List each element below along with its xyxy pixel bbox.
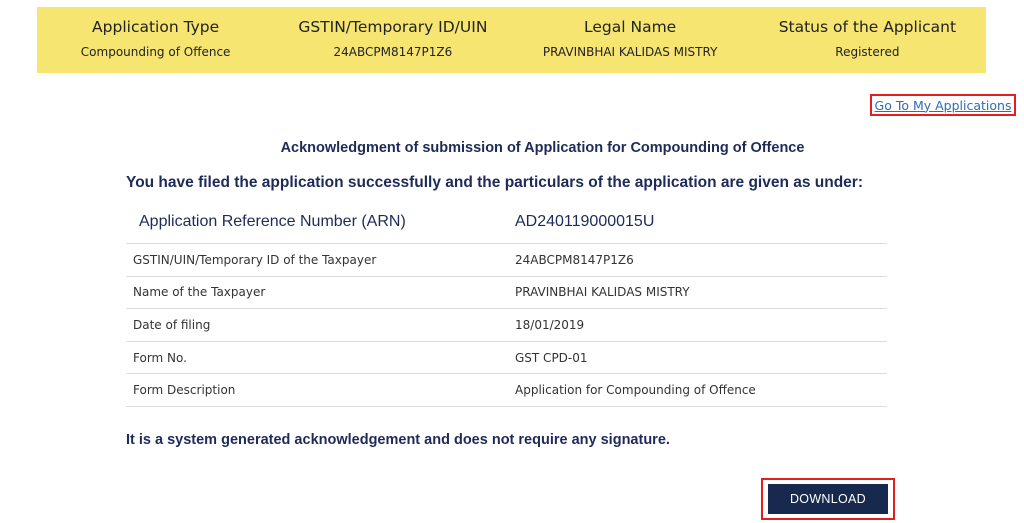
application-details-table — [126, 200, 887, 407]
go-to-applications-highlight — [870, 94, 1016, 116]
gstin-heading: GSTIN/Temporary ID/UIN — [298, 18, 488, 36]
table-row — [126, 244, 887, 277]
table-row — [126, 342, 887, 375]
table-row — [126, 277, 887, 310]
gstin-value: 24ABCPM8147P1Z6 — [333, 45, 453, 59]
gstin-column — [274, 7, 511, 73]
table-row — [126, 309, 887, 342]
row-label: Name of the Taxpayer — [133, 285, 266, 300]
row-label: Form Description — [133, 383, 236, 398]
table-row — [126, 374, 887, 407]
arn-value: AD240119000015U — [515, 212, 655, 230]
success-message: You have filed the application successfully and the particulars of the application are given as under: — [126, 174, 863, 191]
application-type-column — [37, 7, 274, 73]
legal-name-column — [512, 7, 749, 73]
legal-name-heading: Legal Name — [584, 18, 677, 36]
legal-name-value: PRAVINBHAI KALIDAS MISTRY — [542, 45, 718, 59]
system-generated-note: It is a system generated acknowledgement and does not require any signature. — [126, 432, 670, 448]
download-highlight — [761, 478, 895, 520]
row-value: Application for Compounding of Offence — [515, 383, 756, 398]
applicant-status-heading: Status of the Applicant — [778, 18, 957, 36]
row-value: 18/01/2019 — [515, 317, 585, 332]
applicant-status-column — [749, 7, 986, 73]
row-label: Form No. — [133, 350, 187, 365]
row-value: GST CPD-01 — [515, 350, 588, 365]
acknowledgment-title: Acknowledgment of submission of Application for Compounding of Offence — [280, 140, 805, 156]
go-to-applications-link[interactable]: Go To My Applications — [874, 97, 1012, 113]
application-type-heading: Application Type — [92, 18, 220, 36]
arn-label: Application Reference Number (ARN) — [139, 212, 406, 230]
applicant-status-value: Registered — [835, 45, 900, 59]
row-label: Date of filing — [133, 317, 211, 332]
applicant-info-bar — [37, 7, 986, 73]
row-label: GSTIN/UIN/Temporary ID of the Taxpayer — [133, 252, 377, 267]
row-value: PRAVINBHAI KALIDAS MISTRY — [515, 285, 690, 300]
arn-row — [126, 200, 887, 244]
application-type-value: Compounding of Offence — [80, 45, 231, 59]
download-button[interactable]: DOWNLOAD — [768, 484, 888, 514]
row-value: 24ABCPM8147P1Z6 — [515, 252, 634, 267]
